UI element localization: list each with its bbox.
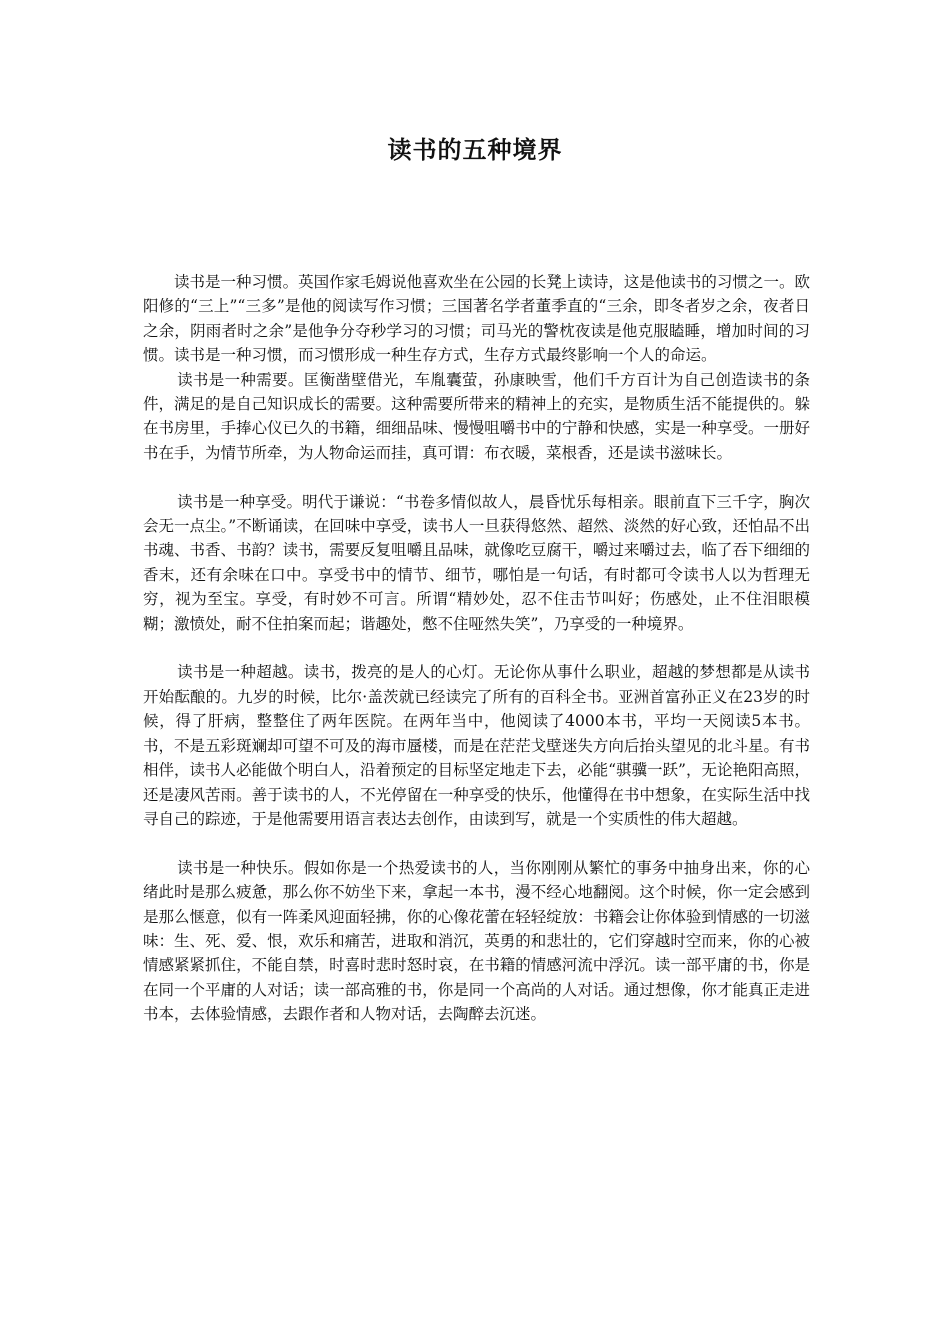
paragraph-enjoyment: 读书是一种享受。明代于谦说：“书卷多情似故人，晨昏忧乐每相亲。眼前直下三千字，胸次会无一点尘。”不断诵读，在回味中享受，读书人一旦获得悠然、超然、淡然的好心致，还怕品不出书魂、书香、书韵？读书，需要反复咀嚼且品味，就像吃豆腐干，嚼过来嚼过去，临了吞下细细的香末，还有余味在口中。享受书中的情节、细节，哪怕是一句话，有时都可令读书人以为哲理无穷，视为至宝。享受，有时妙不可言。所谓“精妙处，忍不住击节叫好；伤感处，止不住泪眼模糊；激愤处，耐不住拍案而起；谐趣处，憋不住哑然失笑”，乃享受的一种境界。 — [143, 492, 810, 633]
paragraph-spacer — [143, 831, 810, 855]
paragraph-spacer — [143, 465, 810, 489]
paragraph-spacer — [143, 636, 810, 660]
paragraph-joy: 读书是一种快乐。假如你是一个热爱读书的人，当你刚刚从繁忙的事务中抽身出来，你的心绪此时是那么疲惫，那么你不妨坐下来，拿起一本书，漫不经心地翻阅。这个时候，你一定会感到是那么惬意，似有一阵柔风迎面轻拂，你的心像花蕾在轻轻绽放：书籍会让你体验到情感的一切滋味：生、死、爱、恨，欢乐和痛苦，进取和消沉，英勇的和悲壮的，它们穿越时空而来，你的心被情感紧紧抓住，不能自禁，时喜时悲时怒时哀，在书籍的情感河流中浮沉。读一部平庸的书，你是在同一个平庸的人对话；读一部高雅的书，你是同一个高尚的人对话。通过想像，你才能真正走进书本，去体验情感，去跟作者和人物对话，去陶醉去沉迷。 — [143, 858, 810, 1024]
document-body — [143, 270, 810, 1027]
document-title: 读书的五种境界 — [387, 136, 563, 164]
paragraph-habit: 读书是一种习惯。英国作家毛姆说他喜欢坐在公园的长凳上读诗，这是他读书的习惯之一。欧阳修的“三上”“三多”是他的阅读写作习惯；三国著名学者董季直的“三余，即冬者岁之余，夜者日之余，阴雨者时之余”是他争分夺秒学习的习惯；司马光的警枕夜读是他克服瞌睡，增加时间的习惯。读书是一种习惯，而习惯形成一种生存方式，生存方式最终影响一个人的命运。 — [143, 273, 810, 365]
paragraph-need: 读书是一种需要。匡衡凿壁借光，车胤囊萤，孙康映雪，他们千方百计为自己创造读书的条件，满足的是自己知识成长的需要。这种需要所带来的精神上的充实，是物质生活不能提供的。躲在书房里，手捧心仪已久的书籍，细细品味、慢慢咀嚼书中的宁静和快感，实是一种享受。一册好书在手，为情节所牵，为人物命运而挂，真可谓：布衣暖，菜根香，还是读书滋味长。 — [143, 370, 810, 462]
paragraph-transcendence: 读书是一种超越。读书，拨亮的是人的心灯。无论你从事什么职业，超越的梦想都是从读书开始酝酿的。九岁的时候，比尔·盖茨就已经读完了所有的百科全书。亚洲首富孙正义在23岁的时候，得了肝病，整整住了两年医院。在两年当中，他阅读了4000本书，平均一天阅读5本书。书，不是五彩斑斓却可望不可及的海市蜃楼，而是在茫茫戈壁迷失方向后抬头望见的北斗星。有书相伴，读书人必能做个明白人，沿着预定的目标坚定地走下去，必能“骐骥一跃”，无论艳阳高照，还是凄风苦雨。善于读书的人，不光停留在一种享受的快乐，他懂得在书中想象，在实际生活中找寻自己的踪迹，于是他需要用语言表达去创作，由读到写，就是一个实质性的伟大超越。 — [143, 663, 810, 828]
